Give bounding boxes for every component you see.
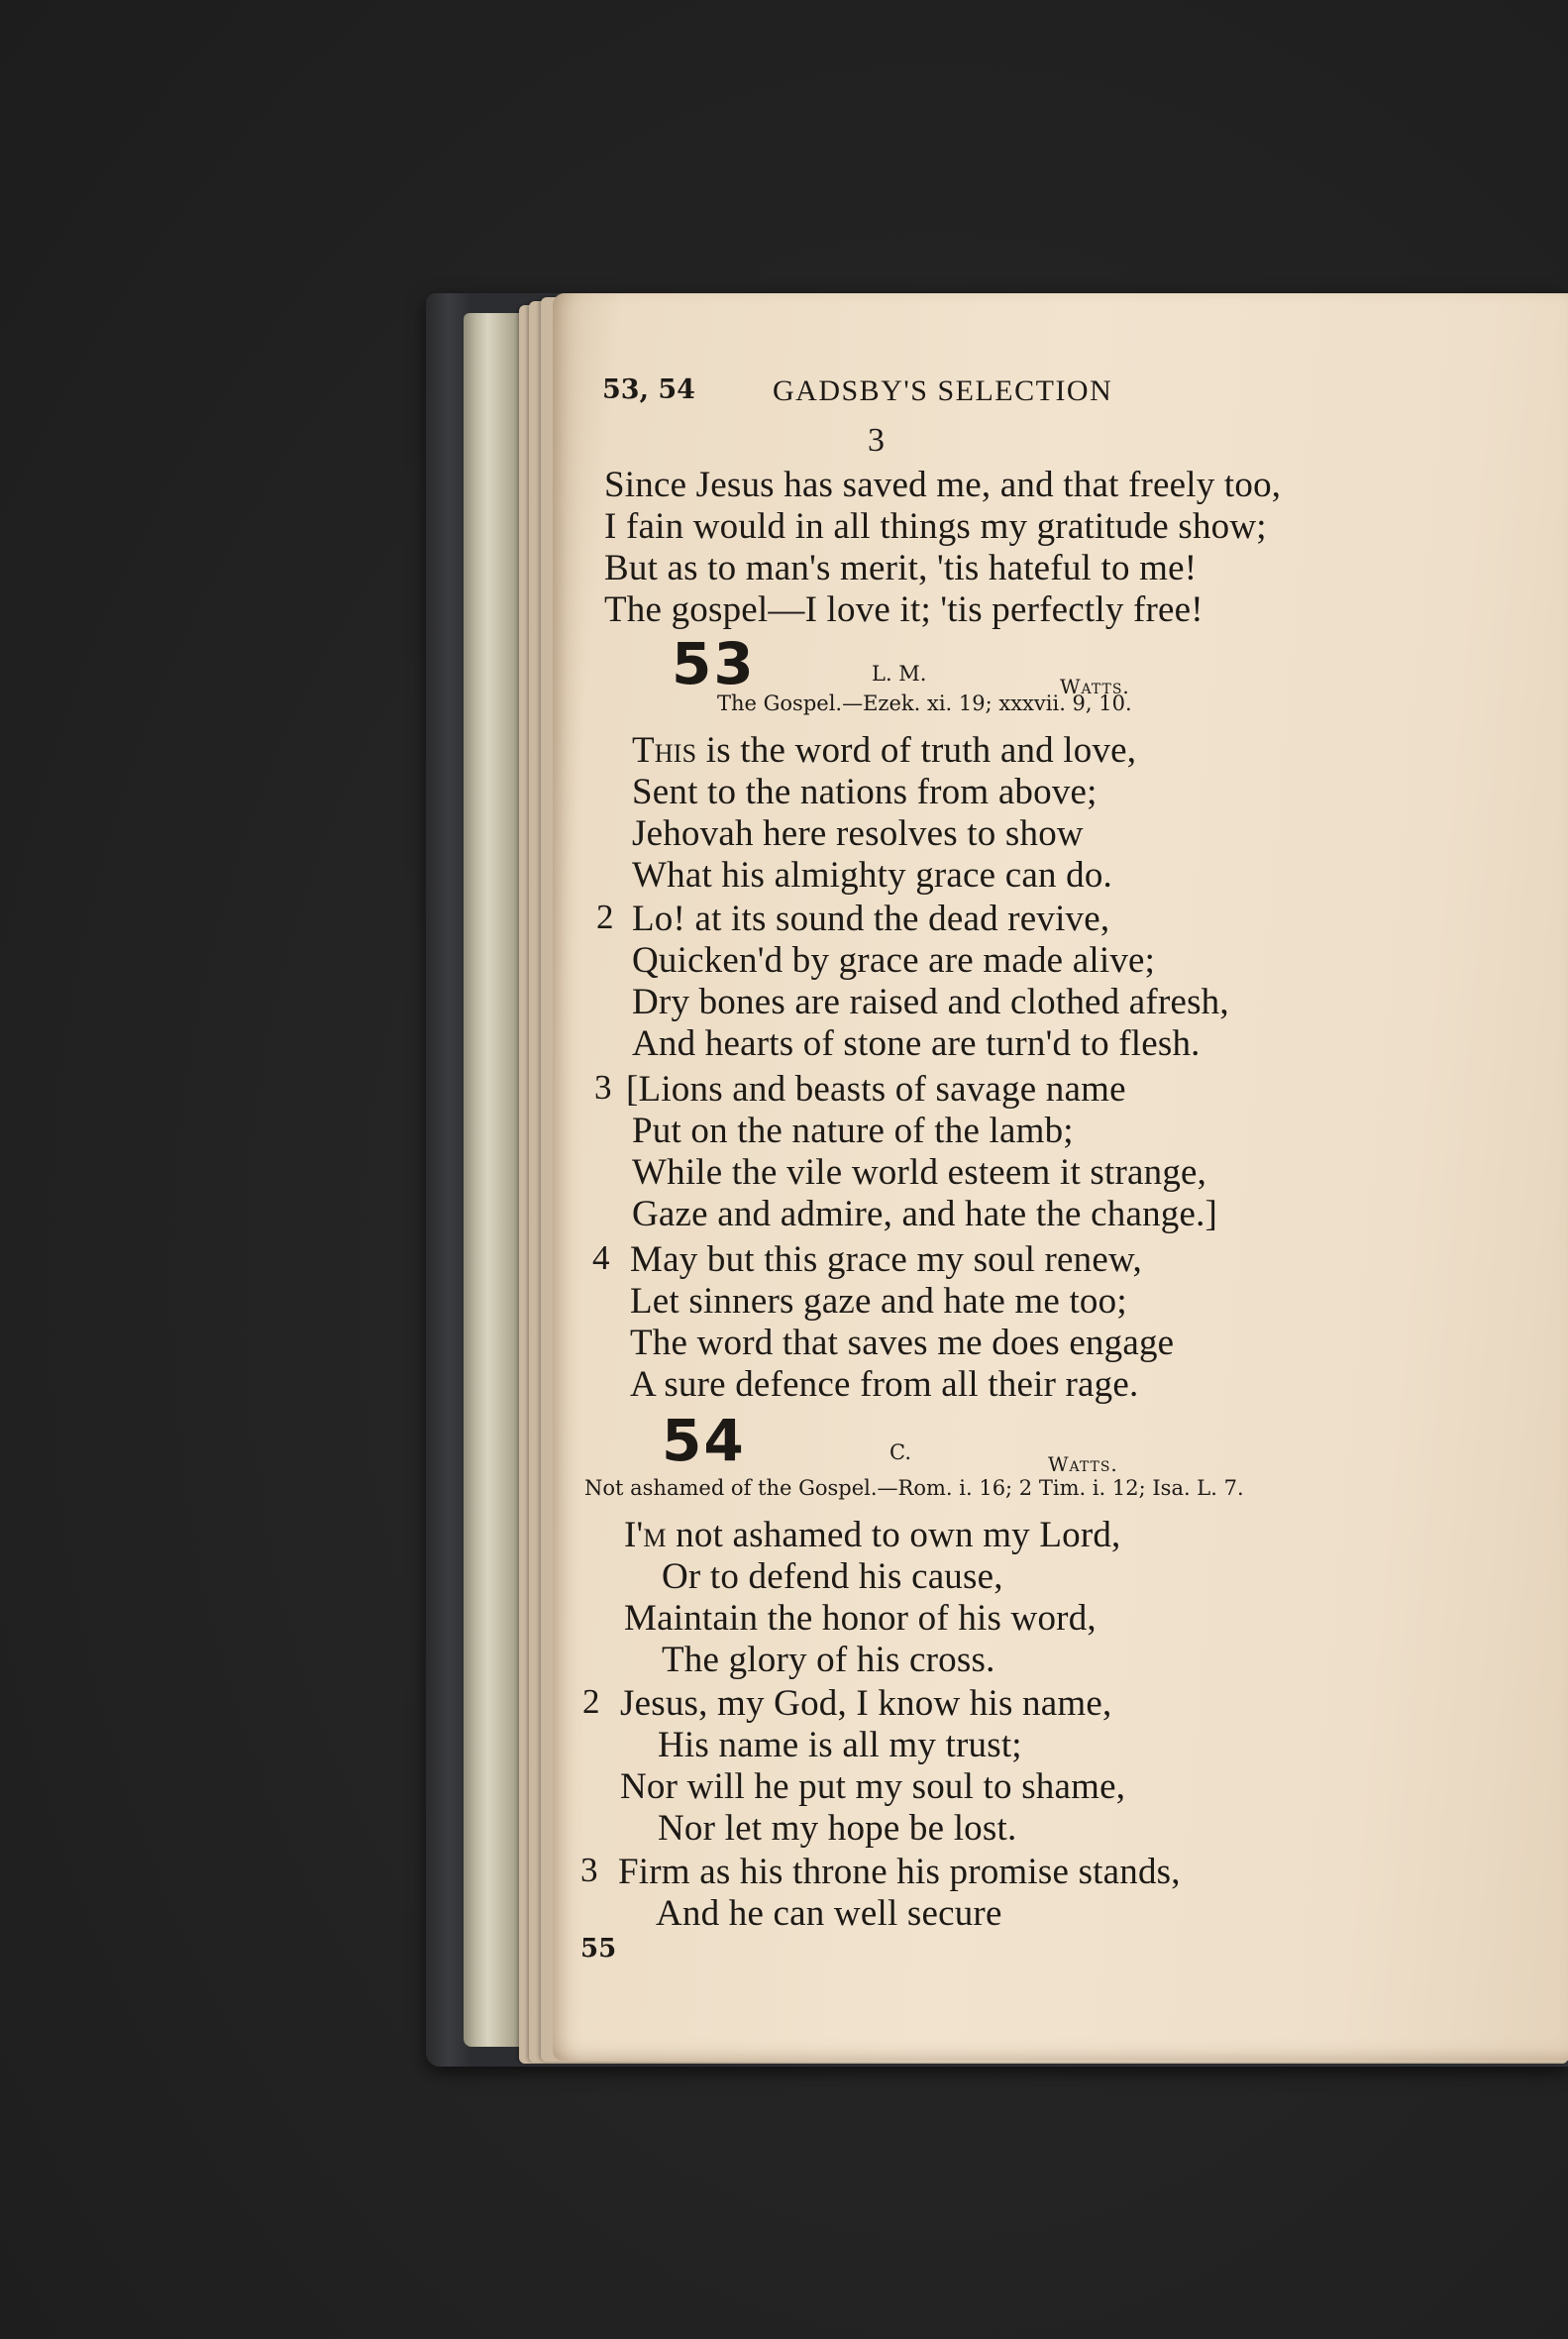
verse-number: 3 (580, 1851, 598, 1889)
verse-line: May but this grace my soul renew, (630, 1239, 1142, 1280)
verse-line-rest: is the word of truth and love, (696, 730, 1137, 771)
verse-line: I fain would in all things my gratitude show; (604, 506, 1267, 547)
verse-line: Since Jesus has saved me, and that freely too, (604, 465, 1282, 505)
verse-number-centered: 3 (868, 422, 885, 459)
verse-line: Or to defend his cause, (662, 1556, 1003, 1597)
hymn-number: 53 (672, 630, 756, 697)
verse-line: Sent to the nations from above; (632, 772, 1098, 812)
verse-line: Quicken'd by grace are made alive; (632, 940, 1156, 981)
hymn-number: 54 (662, 1407, 746, 1474)
verse-line: The gospel—I love it; 'tis perfectly free! (604, 589, 1203, 630)
hymn-meter: L. M. (872, 662, 927, 686)
verse-line: Let sinners gaze and hate me too; (630, 1281, 1127, 1322)
verse-line-rest: not ashamed to own my Lord, (666, 1515, 1121, 1555)
verse-line: The glory of his cross. (662, 1640, 995, 1680)
verse-line: While the vile world esteem it strange, (632, 1152, 1207, 1193)
verse-line (624, 1514, 1121, 1556)
verse-first-word: I'm (624, 1515, 667, 1555)
verse-number: 2 (582, 1682, 600, 1721)
verse-line: The word that saves me does engage (630, 1323, 1175, 1363)
verse-line: What his almighty grace can do. (632, 855, 1112, 896)
verse-line: Jehovah here resolves to show (632, 813, 1084, 854)
verse-line: But as to man's merit, 'tis hateful to me! (604, 548, 1198, 588)
hymn-author: Watts. (1060, 675, 1130, 698)
verse-line: Nor will he put my soul to shame, (620, 1766, 1126, 1807)
verse-line: Firm as his throne his promise stands, (618, 1852, 1181, 1892)
page-text (553, 293, 1568, 2061)
signature-mark: 55 (580, 1934, 617, 1964)
verse-line: [Lions and beasts of savage name (626, 1069, 1126, 1110)
hymn-subtitle: The Gospel.—Ezek. xi. 19; xxxvii. 9, 10. (717, 691, 1132, 715)
verse-line: A sure defence from all their rage. (630, 1364, 1139, 1405)
hymn-author: Watts. (1048, 1452, 1118, 1476)
verse-number: 2 (596, 898, 614, 936)
verse-line: Maintain the honor of his word, (624, 1598, 1097, 1639)
verse-line: And he can well secure (656, 1893, 1002, 1934)
verse-line: Jesus, my God, I know his name, (620, 1683, 1112, 1724)
verse-line: Gaze and admire, and hate the change.] (632, 1194, 1218, 1234)
book-page (553, 293, 1568, 2061)
page-header-hymn-range: 53, 54 (602, 374, 695, 405)
verse-line: Put on the nature of the lamb; (632, 1111, 1074, 1151)
verse-number: 3 (594, 1068, 612, 1107)
verse-line: And hearts of stone are turn'd to flesh. (632, 1023, 1201, 1064)
verse-first-word: This (632, 730, 697, 771)
verse-line: His name is all my trust; (658, 1725, 1022, 1765)
verse-line: Dry bones are raised and clothed afresh, (632, 982, 1229, 1022)
hymn-meter: C. (889, 1440, 911, 1464)
verse-line: Nor let my hope be lost. (658, 1808, 1017, 1849)
verse-line: Lo! at its sound the dead revive, (632, 899, 1110, 939)
verse-line (632, 729, 1136, 772)
verse-number: 4 (592, 1238, 610, 1277)
book (426, 287, 1568, 2071)
page-header-title: GADSBY'S SELECTION (773, 374, 1113, 407)
hymn-subtitle: Not ashamed of the Gospel.—Rom. i. 16; 2 Tim. i. 12; Isa. L. 7. (584, 1476, 1244, 1500)
